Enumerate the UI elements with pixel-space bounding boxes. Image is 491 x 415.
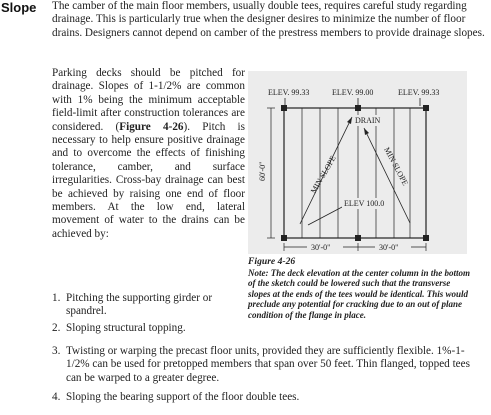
column-marker (423, 235, 429, 241)
figure-caption-note: Note: The deck elevation at the center column in the bottom of the sketch could be lowered such that the transverse slopes at the ends of the tees would be identical. This would preclude any potential for cracking due to an out of plane condition of the flange in place. (248, 267, 470, 320)
list-item-text: Twisting or warping the precast floor units, provided they are sufficiently flexible. 1%-1-1/2% can be used for pretopped members that span over 50 feet. Thin flanged, topped tees can be warped to a greater degree. (66, 345, 470, 384)
list-number: 1. (52, 292, 61, 304)
section-heading: Slope (1, 0, 37, 15)
elev-left-label: ELEV. 99.33 (268, 88, 310, 97)
figure-reference-link: Figure 4-26 (119, 120, 184, 133)
body-text-part2: ). Pitch is necessary to help ensure positive drainage and to overcome the effects of finishing tolerance, camber, and surface irregularities. Cross-bay drainage can best be achieved by raising one end of floor members. At the low end, lateral movement of water to the drains can be achieved by: (52, 120, 246, 240)
list-item (52, 391, 482, 404)
intro-paragraph: The camber of the main floor members, usually double tees, requires careful study regarding drainage. This is particularly true when the designer desires to minimize the number of floor drains. Designers cannot depend on camber of the prestress members to provide drainage slopes. (52, 0, 485, 39)
min-slope-left-label: MIN SLOPE (308, 154, 338, 195)
dim-left-label: 30'-0" (311, 243, 331, 252)
list-number: 4. (52, 391, 61, 403)
dim-vertical-label: 60'-0" (258, 161, 267, 181)
list-item-text: Pitching the supporting girder or spandrel. (66, 292, 213, 318)
list-item (52, 322, 482, 335)
list-item-text: Sloping structural topping. (66, 322, 186, 334)
min-slope-right-label: MIN SLOPE (382, 145, 410, 188)
slope-diagram (248, 71, 467, 254)
column-marker (423, 105, 429, 111)
body-paragraph (52, 67, 245, 241)
list-number: 3. (52, 345, 61, 357)
figure-caption-title: Figure 4-26 (248, 256, 296, 267)
dim-right-label: 30'-0" (379, 243, 399, 252)
arrow-head-icon (347, 117, 352, 124)
elev-bottom-label: ELEV 100.0 (344, 199, 385, 208)
elev-right-label: ELEV. 99.33 (398, 88, 440, 97)
list-item-text: Sloping the bearing support of the floor double tees. (66, 391, 300, 403)
drain-label: DRAIN (355, 116, 381, 125)
list-item (52, 345, 482, 385)
list-item (52, 292, 252, 319)
column-marker (281, 105, 287, 111)
elev-bottom-leader (308, 206, 344, 225)
list-number: 2. (52, 322, 61, 334)
arrow-head-icon (364, 128, 369, 135)
figure-caption (248, 257, 470, 321)
column-marker (281, 235, 287, 241)
figure-diagram (248, 71, 467, 254)
body-text-part1: Parking decks should be pitched for drainage. Slopes of 1-1/2% are common with 1% being the minimum acceptable field-limit after construction tolerances are considered. ( (52, 67, 245, 133)
elev-center-label: ELEV. 99.00 (332, 88, 374, 97)
